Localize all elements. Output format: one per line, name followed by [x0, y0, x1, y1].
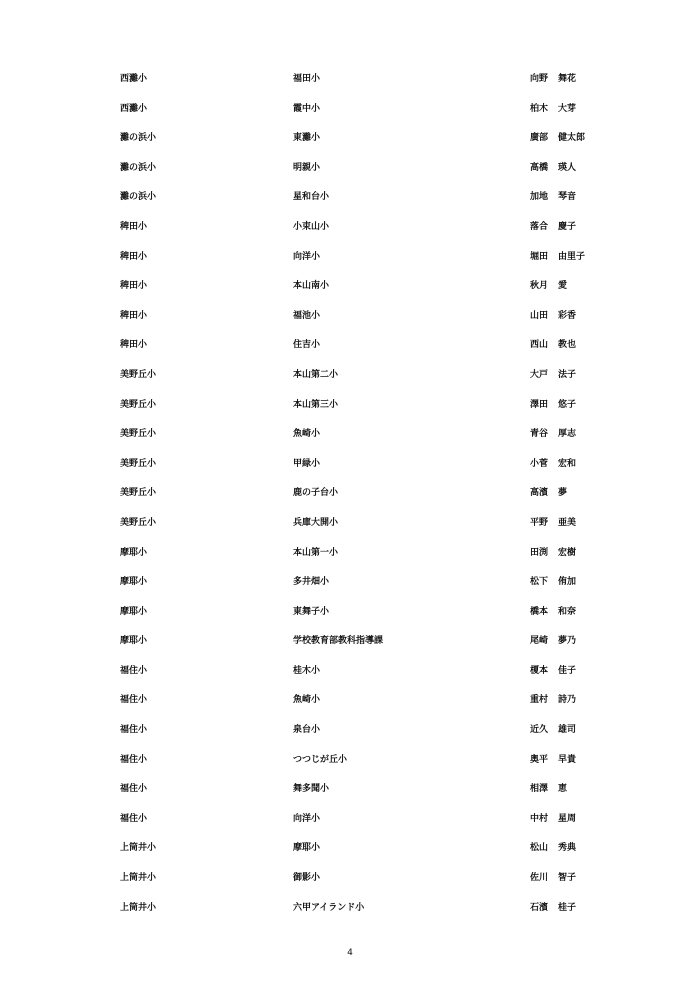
given-name: 由里子 [558, 251, 586, 262]
new-assignment: 魚崎小 [293, 695, 321, 706]
given-name: 夢乃 [558, 636, 577, 647]
family-name: 山田 [530, 310, 549, 321]
table-row [0, 662, 700, 692]
family-name: 西山 [530, 340, 549, 351]
new-assignment: 御影小 [293, 873, 321, 884]
new-assignment: 多井畑小 [293, 577, 330, 588]
family-name: 近久 [530, 725, 549, 736]
table-row [0, 336, 700, 366]
family-name: 青谷 [530, 429, 549, 440]
new-assignment: 本山第三小 [293, 399, 339, 410]
family-name: 高濱 [530, 488, 549, 499]
given-name: 彩香 [558, 310, 577, 321]
current-school: 美野丘小 [120, 369, 157, 380]
person-name [530, 869, 576, 887]
given-name: 夢 [558, 488, 568, 499]
new-assignment: 兵庫大開小 [293, 517, 339, 528]
person-name [530, 188, 576, 206]
given-name: 秀典 [558, 843, 577, 854]
new-assignment: 魚崎小 [293, 429, 321, 440]
current-school: 福住小 [120, 813, 148, 824]
table-row [0, 780, 700, 810]
current-school: 稗田小 [120, 340, 148, 351]
table-row [0, 603, 700, 633]
given-name: 瑛人 [558, 162, 577, 173]
person-name [530, 70, 576, 88]
current-school: 西灘小 [120, 103, 148, 114]
given-name: 悠子 [558, 399, 577, 410]
table-row [0, 514, 700, 544]
given-name: 琴音 [558, 192, 577, 203]
table-row [0, 632, 700, 662]
family-name: 榎本 [530, 665, 549, 676]
current-school: 稗田小 [120, 281, 148, 292]
person-name [530, 810, 576, 828]
new-assignment: 舞多聞小 [293, 784, 330, 795]
given-name: 法子 [558, 369, 577, 380]
new-assignment: 福池小 [293, 310, 321, 321]
current-school: 稗田小 [120, 251, 148, 262]
table-row [0, 810, 700, 840]
new-assignment: 泉台小 [293, 725, 321, 736]
current-school: 上筒井小 [120, 902, 157, 913]
person-name [530, 603, 576, 621]
current-school: 福住小 [120, 695, 148, 706]
table-row [0, 218, 700, 248]
table-row [0, 899, 700, 929]
new-assignment: 向洋小 [293, 251, 321, 262]
current-school: 灘の浜小 [120, 192, 157, 203]
person-name [530, 277, 567, 295]
given-name: 詩乃 [558, 695, 577, 706]
family-name: 中村 [530, 813, 549, 824]
new-assignment: 福田小 [293, 74, 321, 84]
person-name [530, 455, 576, 473]
new-assignment: つつじが丘小 [293, 754, 348, 765]
table-row [0, 484, 700, 514]
new-assignment: 学校教育部教科指導課 [293, 636, 384, 647]
family-name: 澤田 [530, 399, 549, 410]
person-name [530, 632, 576, 650]
given-name: 恵 [558, 784, 568, 795]
current-school: 美野丘小 [120, 488, 157, 499]
table-row [0, 366, 700, 396]
current-school: 摩耶小 [120, 606, 148, 617]
family-name: 大戸 [530, 369, 549, 380]
transfer-list [0, 70, 700, 928]
current-school: 灘の浜小 [120, 162, 157, 173]
table-row [0, 455, 700, 485]
given-name: 宏和 [558, 458, 577, 469]
given-name: 大芽 [558, 103, 577, 114]
new-assignment: 星和台小 [293, 192, 330, 203]
family-name: 松下 [530, 577, 549, 588]
table-row [0, 188, 700, 218]
table-row [0, 721, 700, 751]
person-name [530, 159, 576, 177]
person-name [530, 396, 576, 414]
table-row [0, 839, 700, 869]
given-name: 侑加 [558, 577, 577, 588]
current-school: 美野丘小 [120, 517, 157, 528]
given-name: 桂子 [558, 902, 577, 913]
person-name [530, 484, 567, 502]
person-name [530, 839, 576, 857]
current-school: 摩耶小 [120, 547, 148, 558]
new-assignment: 本山第二小 [293, 369, 339, 380]
family-name: 奥平 [530, 754, 549, 765]
table-row [0, 573, 700, 603]
new-assignment: 本山南小 [293, 281, 330, 292]
given-name: 星周 [558, 813, 577, 824]
new-assignment: 六甲アイランド小 [293, 902, 365, 913]
current-school: 摩耶小 [120, 636, 148, 647]
family-name: 重村 [530, 695, 549, 706]
given-name: 宏樹 [558, 547, 577, 558]
current-school: 稗田小 [120, 310, 148, 321]
table-row [0, 396, 700, 426]
person-name [530, 129, 585, 147]
new-assignment: 東舞子小 [293, 606, 330, 617]
given-name: 智子 [558, 873, 577, 884]
person-name [530, 514, 576, 532]
current-school: 福住小 [120, 754, 148, 765]
given-name: 佳子 [558, 665, 577, 676]
current-school: 上筒井小 [120, 873, 157, 884]
current-school: 福住小 [120, 665, 148, 676]
person-name [530, 780, 567, 798]
new-assignment: 摩耶小 [293, 843, 321, 854]
table-row [0, 159, 700, 189]
current-school: 摩耶小 [120, 577, 148, 588]
person-name [530, 248, 585, 266]
person-name [530, 544, 576, 562]
family-name: 石濱 [530, 902, 549, 913]
person-name [530, 899, 576, 917]
person-name [530, 336, 576, 354]
current-school: 福住小 [120, 784, 148, 795]
family-name: 相澤 [530, 784, 549, 795]
new-assignment: 桂木小 [293, 665, 321, 676]
table-row [0, 307, 700, 337]
new-assignment: 鹿の子台小 [293, 488, 339, 499]
family-name: 橋本 [530, 606, 549, 617]
new-assignment: 小束山小 [293, 221, 330, 232]
current-school: 上筒井小 [120, 843, 157, 854]
table-row [0, 691, 700, 721]
table-row [0, 277, 700, 307]
given-name: 和奈 [558, 606, 577, 617]
given-name: 健太郎 [558, 133, 586, 144]
current-school: 灘の浜小 [120, 133, 157, 144]
family-name: 松山 [530, 843, 549, 854]
new-assignment: 甲緑小 [293, 458, 321, 469]
family-name: 小菅 [530, 458, 549, 469]
person-name [530, 721, 576, 739]
person-name [530, 218, 576, 236]
family-name: 落合 [530, 221, 549, 232]
family-name: 佐川 [530, 873, 549, 884]
current-school: 美野丘小 [120, 458, 157, 469]
new-assignment: 本山第一小 [293, 547, 339, 558]
family-name: 平野 [530, 517, 549, 528]
given-name: 雄司 [558, 725, 577, 736]
given-name: 早貴 [558, 754, 577, 765]
given-name: 舞花 [558, 74, 577, 84]
given-name: 亜美 [558, 517, 577, 528]
new-assignment: 向洋小 [293, 813, 321, 824]
current-school: 美野丘小 [120, 399, 157, 410]
table-row [0, 869, 700, 899]
person-name [530, 751, 576, 769]
family-name: 尾崎 [530, 636, 549, 647]
family-name: 加地 [530, 192, 549, 203]
page-number: 4 [347, 948, 353, 958]
person-name [530, 662, 576, 680]
person-name [530, 307, 576, 325]
person-name [530, 691, 576, 709]
person-name [530, 573, 576, 591]
family-name: 向野 [530, 74, 549, 84]
given-name: 愛 [558, 281, 568, 292]
current-school: 福住小 [120, 725, 148, 736]
new-assignment: 明親小 [293, 162, 321, 173]
current-school: 美野丘小 [120, 429, 157, 440]
given-name: 教也 [558, 340, 577, 351]
family-name: 高橋 [530, 162, 549, 173]
table-row [0, 425, 700, 455]
family-name: 柏木 [530, 103, 549, 114]
table-row [0, 544, 700, 574]
person-name [530, 366, 576, 384]
current-school: 西灘小 [120, 74, 148, 84]
family-name: 秋月 [530, 281, 549, 292]
new-assignment: 東灘小 [293, 133, 321, 144]
table-row [0, 248, 700, 278]
table-row [0, 70, 700, 100]
table-row [0, 100, 700, 130]
family-name: 廣部 [530, 133, 549, 144]
new-assignment: 霞中小 [293, 103, 321, 114]
given-name: 慶子 [558, 221, 577, 232]
person-name [530, 100, 576, 118]
family-name: 堀田 [530, 251, 549, 262]
family-name: 田渕 [530, 547, 549, 558]
new-assignment: 住吉小 [293, 340, 321, 351]
given-name: 厚志 [558, 429, 577, 440]
table-row [0, 129, 700, 159]
current-school: 稗田小 [120, 221, 148, 232]
person-name [530, 425, 576, 443]
table-row [0, 751, 700, 781]
